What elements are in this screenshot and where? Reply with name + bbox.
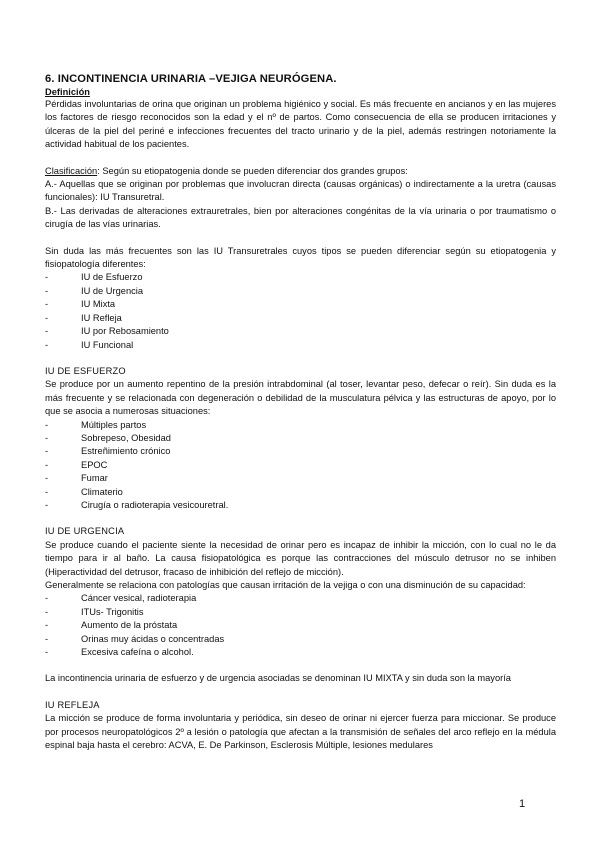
page-number: 1 bbox=[519, 798, 526, 810]
stress-heading: IU DE ESFUERZO bbox=[45, 365, 126, 376]
list-item: - Excesiva cafeína o alcohol. bbox=[45, 646, 556, 659]
page-content bbox=[45, 72, 556, 752]
reflex-heading: IU REFLEJA bbox=[45, 699, 100, 710]
definition-heading: Definición bbox=[45, 87, 90, 97]
stress-paragraph: Se produce por un aumento repentino de la presión intrabdominal (al toser, levantar peso, defecar o reír). Sin duda es la más frecuente y se relacionada con degeneración o debilidad de la musculatura pélvica y las estructuras de apoyo, por lo que se asocia a numerosas situaciones: bbox=[45, 379, 556, 417]
classification-intro bbox=[45, 165, 556, 178]
list-item: - Climaterio bbox=[45, 486, 556, 499]
list-item: - IU de Esfuerzo bbox=[45, 271, 556, 284]
urge-heading: IU DE URGENCIA bbox=[45, 526, 125, 537]
urge-paragraph: Se produce cuando el paciente siente la necesidad de orinar pero es incapaz de inhibir la micción, con lo cual no le da tiempo para ir al baño. La causa fisiopatológica es porque las contracciones del músculo detrusor no se inhiben (Hiperactividad del detrusor, fracaso de inhibición del reflejo de micción). bbox=[45, 539, 556, 577]
urge-causes-list bbox=[45, 592, 556, 659]
stress-causes-list bbox=[45, 419, 556, 513]
list-item: - IU de Urgencia bbox=[45, 285, 556, 298]
list-item: - Fumar bbox=[45, 472, 556, 485]
list-item: - Múltiples partos bbox=[45, 419, 556, 432]
list-item: - Sobrepeso, Obesidad bbox=[45, 432, 556, 445]
list-item: - EPOC bbox=[45, 459, 556, 472]
urge-paragraph-2: Generalmente se relaciona con patologías que causan irritación de la vejiga o con una disminución de su capacidad: bbox=[45, 580, 526, 590]
list-item: - IU Refleja bbox=[45, 312, 556, 325]
types-intro: Sin duda las más frecuentes son las IU Transuretrales cuyos tipos se pueden diferenciar según su etiopatogenia y fisiopatología diferentes: bbox=[45, 245, 556, 270]
list-item: - IU Funcional bbox=[45, 339, 556, 352]
list-item: - Aumento de la próstata bbox=[45, 619, 556, 632]
classification-group-b: B.- Las derivadas de alteraciones extrauretrales, bien por alteraciones congénitas de la vía urinaria o por traumatismo o cirugía de las vías urinarias. bbox=[45, 205, 556, 230]
document-title: 6. INCONTINENCIA URINARIA –VEJIGA NEURÓGENA. bbox=[45, 73, 337, 85]
list-item: - Cirugía o radioterapia vesicouretral. bbox=[45, 499, 556, 512]
list-item: - IU por Rebosamiento bbox=[45, 325, 556, 338]
definition-paragraph: Pérdidas involuntarias de orina que originan un problema higiénico y social. Es más frecuente en ancianos y en las mujeres los factores de riesgo reconocidos son la edad y el nº de partos. Como consecuencia de ella se producen irritaciones y úlceras de la piel del periné e infecciones frecuentes del tracto urinario y de la piel, además restringen notoriamente la actividad habitual de los pacientes. bbox=[45, 99, 556, 150]
classification-heading: Clasificación bbox=[45, 165, 98, 176]
list-item: - Orinas muy ácidas o concentradas bbox=[45, 633, 556, 646]
classification-intro-text: : Según su etiopatogenia donde se pueden diferenciar dos grandes grupos: bbox=[97, 165, 408, 176]
mixed-paragraph: La incontinencia urinaria de esfuerzo y de urgencia asociadas se denominan IU MIXTA y sin duda son la mayoría bbox=[45, 673, 511, 684]
list-item: - Cáncer vesical, radioterapia bbox=[45, 592, 556, 605]
list-item: - IU Mixta bbox=[45, 298, 556, 311]
list-item: - ITUs- Trigonitis bbox=[45, 606, 556, 619]
reflex-paragraph: La micción se produce de forma involuntaria y periódica, sin deseo de orinar ni ejercer fuerza para miccionar. Se produce por procesos neuropatológicos 2º a lesión o patología que afectan a la transmisión de señales del arco reflejo en la médula espinal baja hasta el cerebro: ACVA, E. De Parkinson, Esclerosis Múltiple, lesiones medulares bbox=[45, 713, 556, 751]
classification-group-a: A.- Aquellas que se originan por problemas que involucran directa (causas orgánicas) o indirectamente a la uretra (causas funcionales): IU Transuretral. bbox=[45, 179, 556, 203]
types-list bbox=[45, 271, 556, 351]
list-item: - Estreñimiento crónico bbox=[45, 445, 556, 458]
